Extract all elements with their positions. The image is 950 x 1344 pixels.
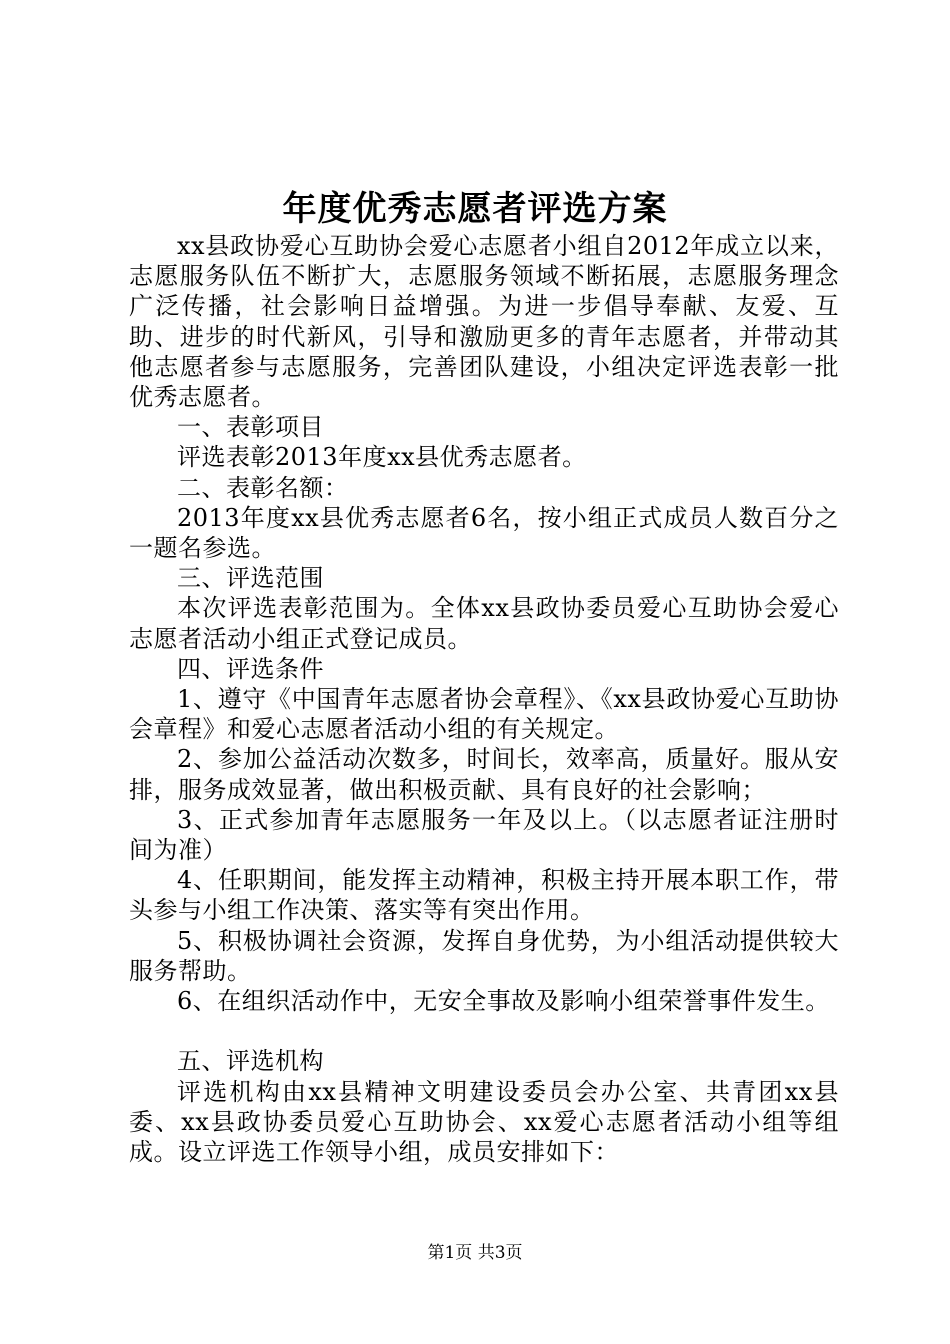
criteria-item-4: 4、任职期间，能发挥主动精神，积极主持开展本职工作，带头参与小组工作决策、落实等有突出作用。 <box>129 866 839 925</box>
document-body <box>129 231 839 1167</box>
intro-paragraph: xx县政协爱心互助协会爱心志愿者小组自2012年成立以来，志愿服务队伍不断扩大，志愿服务领域不断拓展，志愿服务理念广泛传播，社会影响日益增强。为进一步倡导奉献、友爱、互助、进步的时代新风，引导和激励更多的青年志愿者，并带动其他志愿者参与志愿服务，完善团队建设，小组决定评选表彰一批优秀志愿者。 <box>129 232 839 412</box>
paragraph-quota: 2013年度xx县优秀志愿者6名，按小组正式成员人数百分之一题名参选。 <box>129 503 839 563</box>
section-heading-award-item: 一、表彰项目 <box>177 413 324 442</box>
section-heading-scope: 三、评选范围 <box>177 564 324 593</box>
criteria-item-3: 3、正式参加青年志愿服务一年及以上。（以志愿者证注册时间为准） <box>129 805 839 865</box>
section-heading-quota: 二、表彰名额： <box>177 473 349 502</box>
criteria-item-1: 1、遵守《中国青年志愿者协会章程》、《xx县政协爱心互助协会章程》和爱心志愿者活动小组的有关规定。 <box>129 685 839 744</box>
blank-line <box>129 1016 839 1046</box>
criteria-item-5: 5、积极协调社会资源，发挥自身优势，为小组活动提供较大服务帮助。 <box>129 926 839 985</box>
paragraph-committee: 评选机构由xx县精神文明建设委员会办公室、共青团xx县委、xx县政协委员爱心互助协会、xx爱心志愿者活动小组等组成。设立评选工作领导小组，成员安排如下： <box>129 1077 839 1167</box>
paragraph-scope: 本次评选表彰范围为。全体xx县政协委员爱心互助协会爱心志愿者活动小组正式登记成员。 <box>129 594 839 653</box>
section-heading-criteria: 四、评选条件 <box>177 654 324 683</box>
section-heading-committee: 五、评选机构 <box>177 1047 324 1076</box>
page-footer: 第1页 共3页 <box>427 1243 523 1263</box>
paragraph-award-item: 评选表彰2013年度xx县优秀志愿者。 <box>177 443 587 472</box>
document-title: 年度优秀志愿者评选方案 <box>282 189 668 229</box>
criteria-item-2: 2、参加公益活动次数多，时间长，效率高，质量好。服从安排，服务成效显著，做出积极贡献、具有良好的社会影响； <box>129 745 839 804</box>
criteria-item-6: 6、在组织活动作中，无安全事故及影响小组荣誉事件发生。 <box>177 987 830 1016</box>
